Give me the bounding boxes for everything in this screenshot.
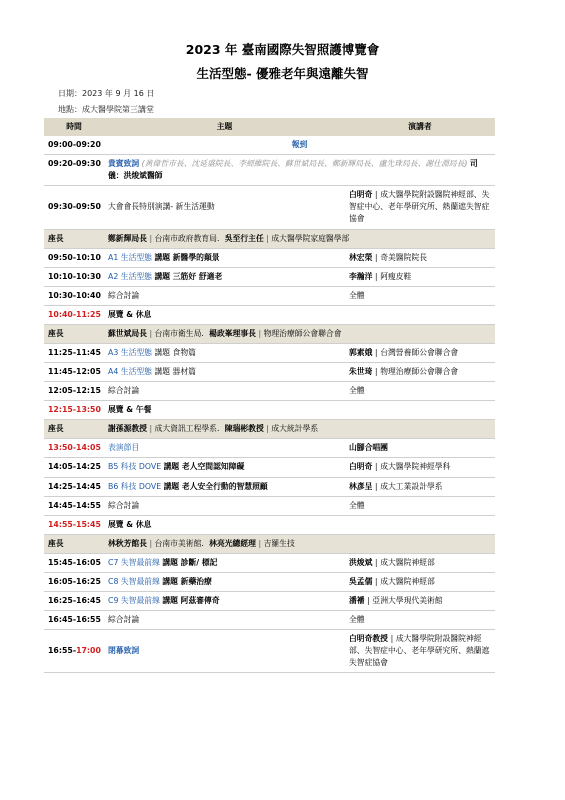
page-title: 2023 年 臺南國際失智照護博覽會 <box>185 42 380 57</box>
row-topic <box>104 572 345 591</box>
row-topic <box>104 592 345 611</box>
row-speaker <box>345 186 495 229</box>
row-time <box>44 630 104 673</box>
event-location: 地點：成大醫學院第三講堂 <box>58 105 154 114</box>
row-speaker: 山腳合唱團 <box>345 439 495 458</box>
chair-row <box>44 420 495 439</box>
separator: | <box>258 328 262 338</box>
table-row <box>44 267 495 286</box>
separator: | <box>266 424 269 434</box>
separator: | <box>266 233 269 243</box>
speaker-name: 白明奇教授 <box>349 634 388 644</box>
table-row <box>44 186 495 229</box>
speaker-name: 林宏榮 <box>349 252 373 262</box>
speaker-name: 潘襎 <box>349 596 365 606</box>
row-speaker <box>345 344 495 363</box>
separator: | <box>374 576 378 586</box>
chair-row <box>44 229 495 248</box>
row-speaker <box>345 248 495 267</box>
table-row <box>44 363 495 382</box>
chair-desc: 台南市政府教育局． <box>154 233 225 243</box>
chair-desc: 台南市美術館． <box>154 538 210 548</box>
welcome-label: 貴賓致詞 <box>108 159 140 169</box>
row-topic: 綜合討論 <box>104 611 345 630</box>
chair-desc: 成大資訊工程學系． <box>154 424 225 434</box>
row-time: 09:50-10:10 <box>44 248 104 267</box>
separator: | <box>374 462 378 472</box>
row-time: 12:15-13:50 <box>44 401 104 420</box>
row-topic: 展覽 & 午餐 <box>104 401 495 420</box>
talk-title: 講題 食物篇 <box>154 348 196 358</box>
separator: | <box>374 190 378 200</box>
row-time: 16:45-16:55 <box>44 611 104 630</box>
session-code: C9 失智最前線 <box>108 596 160 606</box>
col-header-speaker: 演講者 <box>345 118 495 136</box>
row-time: 09:00-09:20 <box>44 136 104 155</box>
speaker-org: 物理治療師公會聯合會 <box>380 367 459 377</box>
session-code: A1 生活型態 <box>108 252 152 262</box>
session-code: C7 失智最前線 <box>108 557 160 567</box>
talk-title: 講題 三筋好 舒適老 <box>154 271 223 281</box>
chair-name: 林秋芳館長 <box>108 538 147 548</box>
row-topic: 展覽 & 休息 <box>104 305 495 324</box>
talk-title: 講題 新藥治療 <box>162 576 212 586</box>
speaker-name: 洪焌斌 <box>349 557 373 567</box>
chair-name: 鄭新輝局長 <box>108 233 147 243</box>
speaker-org: 成大醫學院附設醫院神經部、失智症中心、老年學研究所、熱蘭遮失智症協會 <box>349 634 490 668</box>
row-speaker <box>345 553 495 572</box>
session-code: A4 生活型態 <box>108 367 152 377</box>
row-speaker: 全體 <box>345 611 495 630</box>
row-topic: 閉幕致詞 <box>104 630 345 673</box>
row-time: 16:25-16:45 <box>44 592 104 611</box>
row-topic: 綜合討論 <box>104 286 345 305</box>
row-topic: 報到 <box>104 136 495 155</box>
separator: | <box>149 538 153 548</box>
row-topic <box>104 553 345 572</box>
table-row <box>44 286 495 305</box>
separator: | <box>374 252 378 262</box>
speaker-org: 台灣營養師公會聯合會 <box>380 348 459 358</box>
separator: | <box>258 538 262 548</box>
talk-title: 講題 新醫學的顛景 <box>154 252 220 262</box>
row-time: 14:45-14:55 <box>44 496 104 515</box>
row-time: 14:05-14:25 <box>44 458 104 477</box>
chair-desc: 成大醫學院家庭醫學部 <box>271 233 350 243</box>
separator: | <box>374 348 378 358</box>
table-row <box>44 439 495 458</box>
table-row <box>44 401 495 420</box>
chair-label: 座長 <box>44 324 104 343</box>
table-row <box>44 630 495 673</box>
separator: | <box>374 367 378 377</box>
chair-info <box>104 324 495 343</box>
table-row <box>44 477 495 496</box>
host-label: 司儀：洪焌斌醫師 <box>108 159 478 181</box>
time-start: 16:55- <box>48 646 77 656</box>
speaker-org: 阿瘦皮鞋 <box>380 271 412 281</box>
table-header-row <box>44 118 495 136</box>
row-topic <box>104 458 345 477</box>
table-row <box>44 496 495 515</box>
row-speaker <box>345 458 495 477</box>
page-subtitle: 生活型態- 優雅老年與遠離失智 <box>196 66 369 81</box>
session-code: A2 生活型態 <box>108 271 152 281</box>
speaker-org: 亞洲大學現代美術館 <box>372 596 443 606</box>
chair-desc: 台南市衛生局． <box>154 328 210 338</box>
row-speaker <box>345 572 495 591</box>
schedule-table <box>44 118 495 673</box>
session-code: A3 生活型態 <box>108 348 152 358</box>
separator: | <box>367 596 370 606</box>
table-row <box>44 382 495 401</box>
separator: | <box>149 328 153 338</box>
speaker-org: 成大醫學院神經學科 <box>380 462 451 472</box>
row-topic <box>104 477 345 496</box>
row-topic <box>104 363 345 382</box>
table-row <box>44 611 495 630</box>
chair-desc: 吉羅生技 <box>263 538 295 548</box>
table-row <box>44 572 495 591</box>
row-time: 10:40-11:25 <box>44 305 104 324</box>
guest-list: (黃偉哲市長、沈延盛院長、李經維院長、蘇世斌局長、鄭新輝局長、盧先珠局長、謝仕淵局長) <box>141 159 468 169</box>
time-end: 17:00 <box>76 646 101 656</box>
row-time: 11:45-12:05 <box>44 363 104 382</box>
speaker-name: 李瀚洋 <box>349 271 373 281</box>
speaker-org: 成大醫學院附設醫院神經部、失智症中心、老年學研究所、熱蘭遮失智症協會 <box>349 190 490 224</box>
separator: | <box>390 634 394 644</box>
speaker-org: 奇美醫院院長 <box>380 252 427 262</box>
chair-row <box>44 324 495 343</box>
chair-name: 蘇世斌局長 <box>108 328 147 338</box>
table-row <box>44 155 495 186</box>
speaker-name: 吳孟儒 <box>349 576 373 586</box>
chair-name: 楊政峯理事長 <box>209 328 256 338</box>
table-row <box>44 344 495 363</box>
speaker-name: 白明奇 <box>349 190 373 200</box>
event-date: 日期：2023 年 9 月 16 日 <box>58 89 155 98</box>
table-row <box>44 592 495 611</box>
talk-title: 講題 老人空間認知障礙 <box>163 462 245 472</box>
talk-title: 講題 老人安全行動的智慧照顧 <box>163 481 268 491</box>
row-speaker: 全體 <box>345 496 495 515</box>
separator: | <box>149 424 153 434</box>
row-speaker <box>345 363 495 382</box>
chair-name: 陳瑞彬教授 <box>224 424 264 434</box>
row-speaker: 全體 <box>345 382 495 401</box>
chair-info <box>104 534 495 553</box>
row-speaker: 全體 <box>345 286 495 305</box>
talk-title: 講題 器材篇 <box>154 367 196 377</box>
separator: | <box>149 233 153 243</box>
row-time: 09:30-09:50 <box>44 186 104 229</box>
col-header-time: 時間 <box>44 118 104 136</box>
talk-title: 講題 診斷/ 標記 <box>162 557 218 567</box>
row-speaker <box>345 267 495 286</box>
row-time: 10:30-10:40 <box>44 286 104 305</box>
talk-title: 講題 阿茲審傳奇 <box>162 596 220 606</box>
row-topic: 綜合討論 <box>104 496 345 515</box>
col-header-topic: 主題 <box>104 118 345 136</box>
session-code: B5 科技 DOVE <box>108 462 162 472</box>
row-time: 15:45-16:05 <box>44 553 104 572</box>
speaker-name: 白明奇 <box>349 462 373 472</box>
row-topic: 大會會長特別演講- 新生活運動 <box>104 186 345 229</box>
row-time: 16:05-16:25 <box>44 572 104 591</box>
speaker-name: 郭素娥 <box>349 348 373 358</box>
session-code: C8 失智最前線 <box>108 576 160 586</box>
speaker-org: 成大醫院神經部 <box>380 557 435 567</box>
row-time: 14:25-14:45 <box>44 477 104 496</box>
row-time: 11:25-11:45 <box>44 344 104 363</box>
chair-name: 林亮光總經理 <box>209 538 256 548</box>
row-time: 09:20-09:30 <box>44 155 104 186</box>
row-topic <box>104 155 495 186</box>
row-time: 12:05-12:15 <box>44 382 104 401</box>
table-row <box>44 553 495 572</box>
separator: | <box>374 557 378 567</box>
speaker-org: 成大醫院神經部 <box>380 576 435 586</box>
row-topic: 展覽 & 休息 <box>104 515 495 534</box>
session-code: B6 科技 DOVE <box>108 481 162 491</box>
separator: | <box>374 271 378 281</box>
row-topic <box>104 248 345 267</box>
row-speaker <box>345 592 495 611</box>
chair-label: 座長 <box>44 534 104 553</box>
chair-label: 座長 <box>44 229 104 248</box>
table-row <box>44 515 495 534</box>
row-topic <box>104 344 345 363</box>
chair-name: 謝孫源教授 <box>108 424 147 434</box>
row-topic: 綜合討論 <box>104 382 345 401</box>
chair-desc: 物理治療師公會聯合會 <box>263 328 342 338</box>
table-row <box>44 305 495 324</box>
row-time: 13:50-14:05 <box>44 439 104 458</box>
row-speaker <box>345 630 495 673</box>
row-time: 14:55-15:45 <box>44 515 104 534</box>
speaker-name: 朱世琦 <box>349 367 373 377</box>
row-time: 10:10-10:30 <box>44 267 104 286</box>
row-speaker <box>345 477 495 496</box>
table-row <box>44 248 495 267</box>
chair-row <box>44 534 495 553</box>
row-topic: 表演節目 <box>104 439 345 458</box>
table-row <box>44 136 495 155</box>
chair-info <box>104 229 495 248</box>
chair-name: 吳至行主任 <box>224 233 264 243</box>
separator: | <box>374 481 378 491</box>
row-topic <box>104 267 345 286</box>
chair-desc: 成大統計學系 <box>271 424 319 434</box>
chair-info <box>104 420 495 439</box>
chair-label: 座長 <box>44 420 104 439</box>
table-row <box>44 458 495 477</box>
speaker-org: 成大工業設計學系 <box>380 481 443 491</box>
speaker-name: 林彥呈 <box>349 481 373 491</box>
